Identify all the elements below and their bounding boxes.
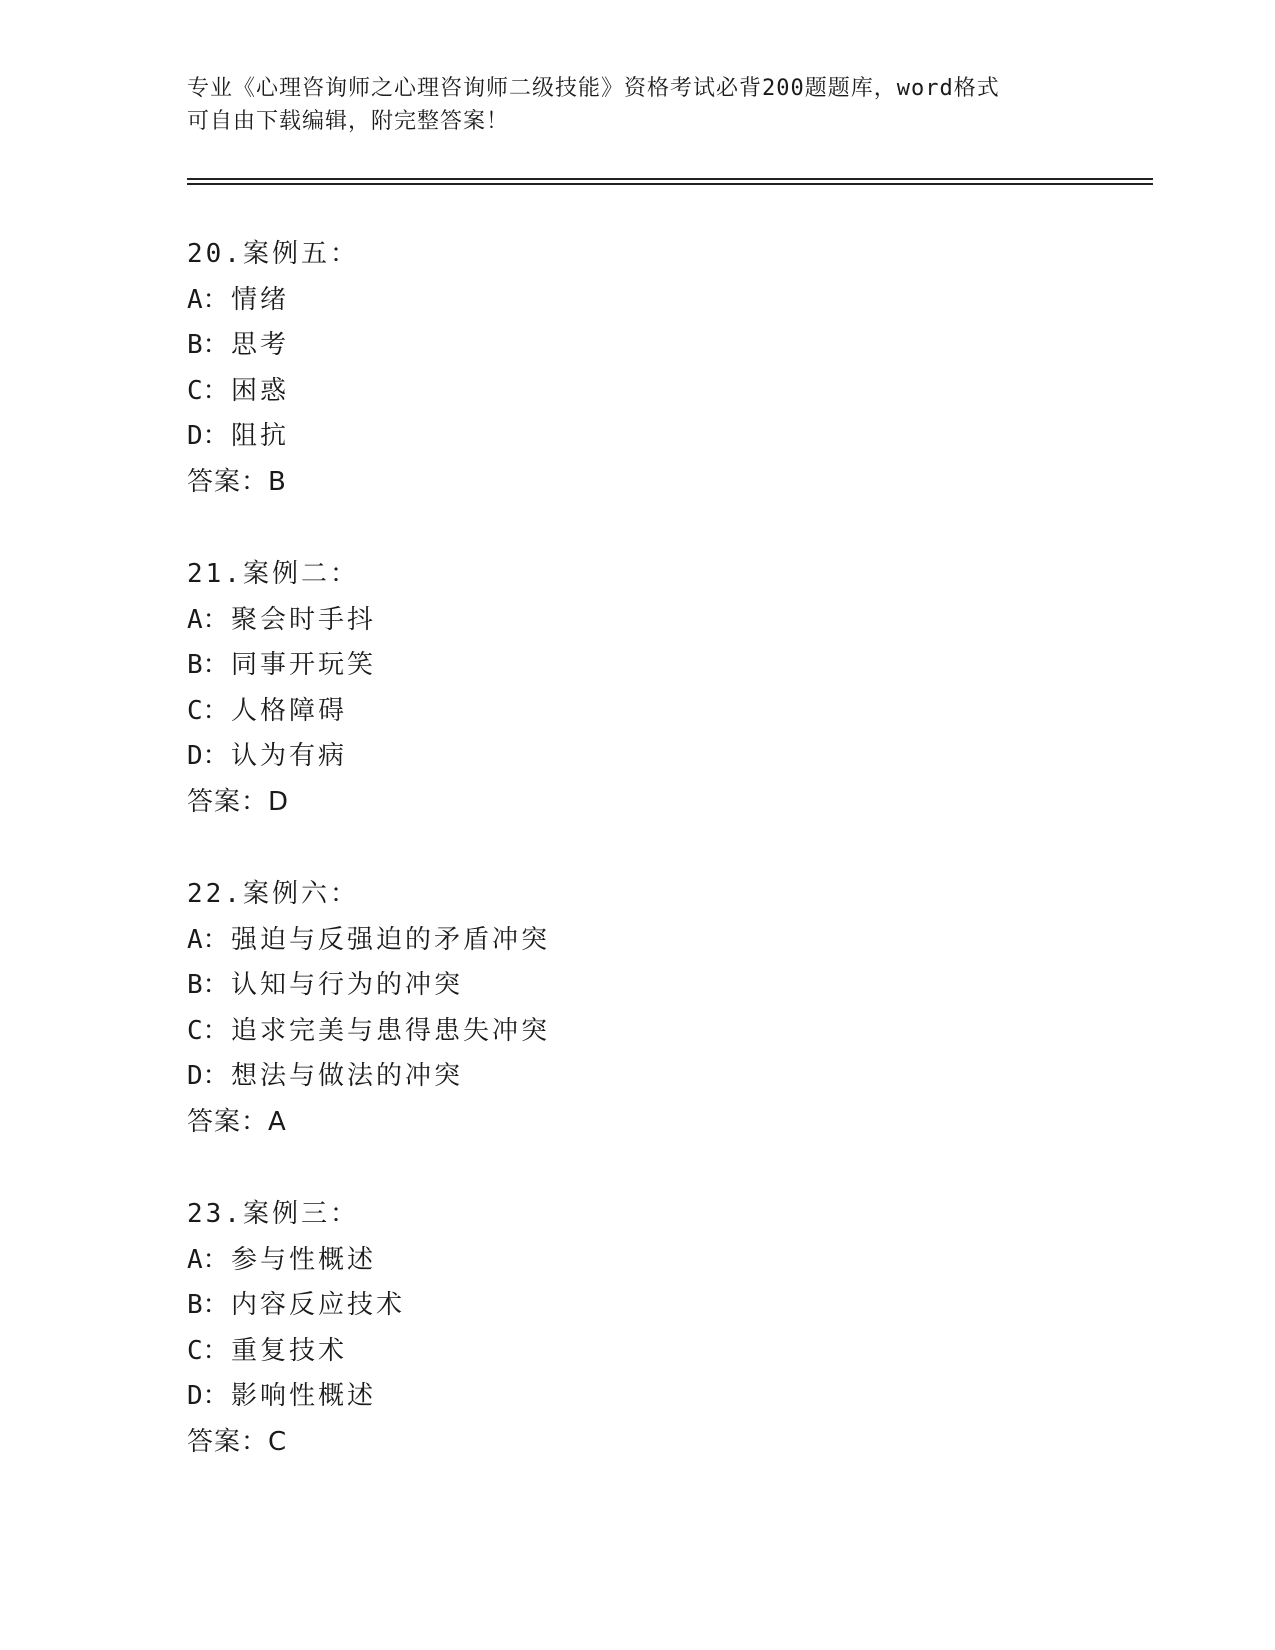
option-label: C： xyxy=(187,1335,229,1366)
option-a xyxy=(187,1238,1147,1284)
question-title: 21.案例二： xyxy=(187,559,359,589)
question-title: 22.案例六： xyxy=(187,879,359,909)
option-label: A： xyxy=(187,604,229,635)
option-a xyxy=(187,598,1147,644)
answer: 答案：C xyxy=(187,1426,288,1457)
option-text: 认为有病 xyxy=(231,741,348,771)
option-label: D： xyxy=(187,741,229,771)
option-b xyxy=(187,963,1147,1009)
option-a xyxy=(187,918,1147,964)
option-text: 想法与做法的冲突 xyxy=(231,1061,464,1091)
option-c xyxy=(187,689,1147,735)
header-rule-bottom xyxy=(187,183,1153,185)
header-rule-top xyxy=(187,178,1153,180)
question-list xyxy=(187,232,1147,1512)
answer: 答案：B xyxy=(187,466,287,497)
option-label: D： xyxy=(187,1061,229,1091)
option-text: 聚会时手抖 xyxy=(231,604,377,635)
document-header xyxy=(187,72,1087,138)
option-text: 情绪 xyxy=(231,284,290,315)
option-label: B： xyxy=(187,650,229,680)
option-text: 思考 xyxy=(231,330,290,360)
option-d xyxy=(187,1374,1147,1420)
option-c xyxy=(187,1329,1147,1375)
option-label: B： xyxy=(187,330,229,360)
option-b xyxy=(187,323,1147,369)
option-text: 追求完美与患得患失冲突 xyxy=(231,1015,551,1046)
option-c xyxy=(187,1009,1147,1055)
question-21 xyxy=(187,552,1147,872)
option-text: 强迫与反强迫的矛盾冲突 xyxy=(231,924,551,955)
option-b xyxy=(187,643,1147,689)
option-text: 内容反应技术 xyxy=(231,1290,406,1320)
option-b xyxy=(187,1283,1147,1329)
option-label: C： xyxy=(187,1015,229,1046)
header-line-1: 专业《心理咨询师之心理咨询师二级技能》资格考试必背200题题库，word格式 xyxy=(187,76,1000,101)
header-line-2: 可自由下载编辑，附完整答案！ xyxy=(187,109,510,134)
option-text: 困惑 xyxy=(231,375,290,406)
option-label: C： xyxy=(187,695,229,726)
option-c xyxy=(187,369,1147,415)
question-22 xyxy=(187,872,1147,1192)
question-title: 23.案例三： xyxy=(187,1199,359,1229)
option-label: D： xyxy=(187,1381,229,1411)
option-label: A： xyxy=(187,1244,229,1275)
option-d xyxy=(187,414,1147,460)
option-label: C： xyxy=(187,375,229,406)
option-text: 参与性概述 xyxy=(231,1244,377,1275)
question-23 xyxy=(187,1192,1147,1512)
option-label: D： xyxy=(187,421,229,451)
option-text: 同事开玩笑 xyxy=(231,650,377,680)
option-text: 认知与行为的冲突 xyxy=(231,970,464,1000)
option-text: 阻抗 xyxy=(231,421,290,451)
option-d xyxy=(187,1054,1147,1100)
option-text: 影响性概述 xyxy=(231,1381,377,1411)
option-text: 重复技术 xyxy=(231,1335,348,1366)
option-label: B： xyxy=(187,1290,229,1320)
answer: 答案：D xyxy=(187,786,290,817)
option-text: 人格障碍 xyxy=(231,695,348,726)
option-label: A： xyxy=(187,924,229,955)
option-d xyxy=(187,734,1147,780)
option-a xyxy=(187,278,1147,324)
option-label: A： xyxy=(187,284,229,315)
question-title: 20.案例五： xyxy=(187,239,359,269)
option-label: B： xyxy=(187,970,229,1000)
answer: 答案：A xyxy=(187,1106,287,1137)
question-20 xyxy=(187,232,1147,552)
